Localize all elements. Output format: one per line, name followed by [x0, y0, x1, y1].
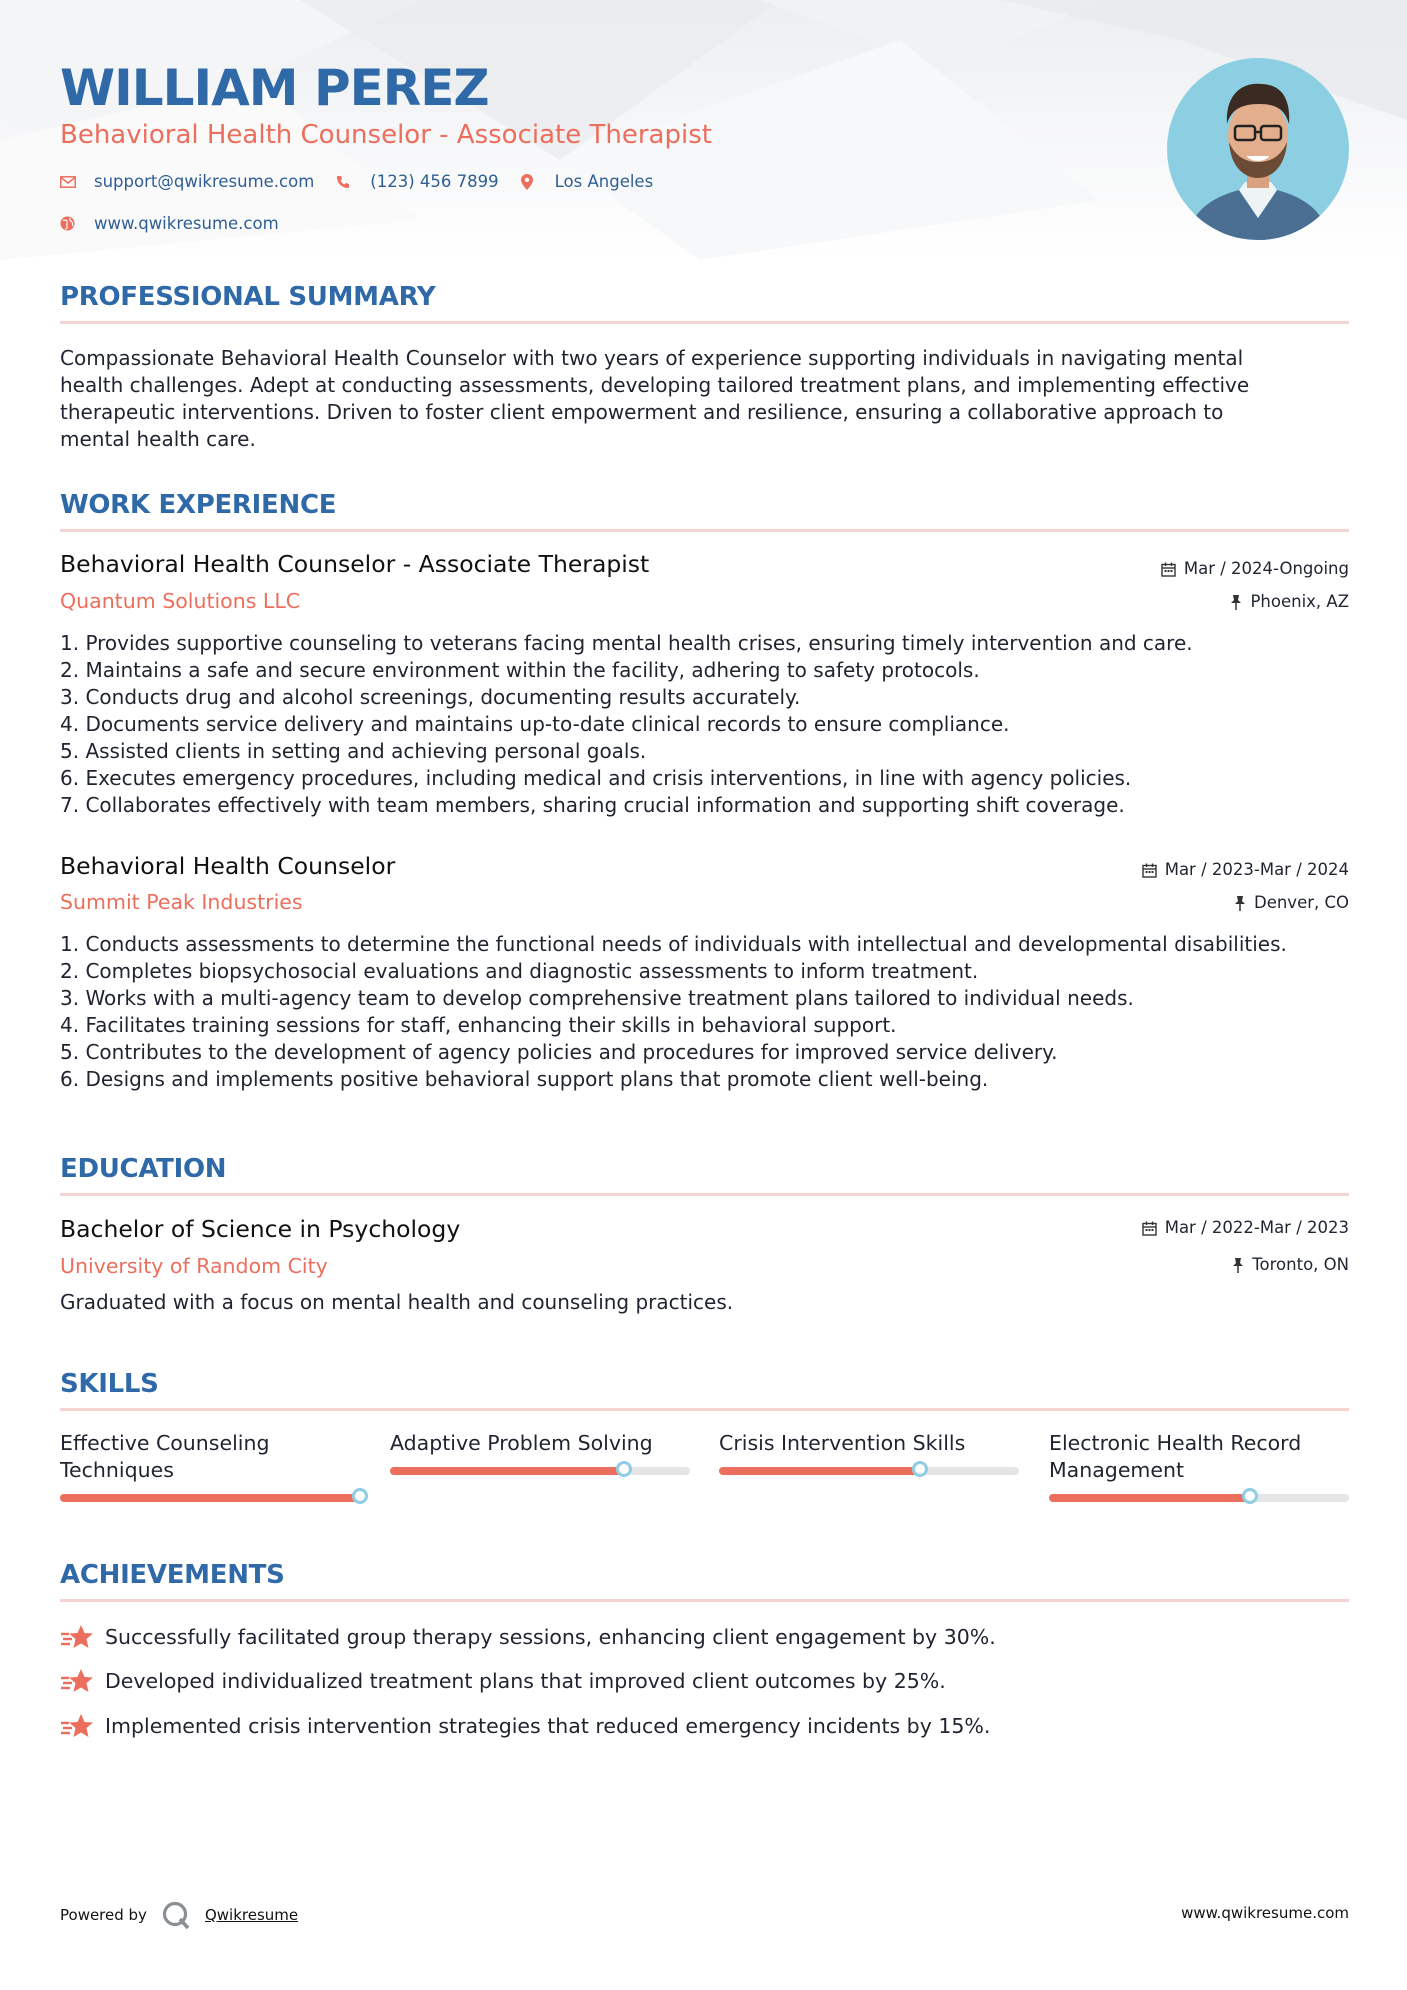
contact-phone: (123) 456 7899 — [370, 172, 499, 191]
candidate-name: WILLIAM PEREZ — [60, 59, 489, 117]
education-note: Graduated with a focus on mental health and counseling practices. — [60, 1290, 734, 1314]
contact-row — [60, 172, 675, 191]
education-dates-text: Mar / 2022-Mar / 2023 — [1164, 1218, 1349, 1237]
job-title: Behavioral Health Counselor - Associate Therapist — [60, 550, 650, 578]
contact-location: Los Angeles — [554, 172, 654, 191]
contact-email[interactable]: support@qwikresume.com — [94, 172, 315, 191]
summary-heading: PROFESSIONAL SUMMARY — [60, 282, 436, 312]
achievement-item — [60, 1667, 946, 1695]
skill-label-line: Electronic Health Record — [1049, 1431, 1302, 1455]
list-item: 1. Conducts assessments to determine the functional needs of individuals with intellectual and developmental disabilities. — [60, 932, 1287, 956]
calendar-icon — [1142, 863, 1157, 878]
job-duties — [60, 630, 1360, 819]
shooting-star-icon — [60, 1624, 105, 1650]
skill-bar-fill — [390, 1467, 624, 1475]
list-item: 1. Provides supportive counseling to veterans facing mental health crises, ensuring timely intervention and care. — [60, 631, 1193, 655]
list-item: 4. Documents service delivery and maintains up-to-date clinical records to ensure compliance. — [60, 712, 1010, 736]
skill-label — [60, 1430, 360, 1484]
list-item: 6. Executes emergency procedures, including medical and crisis interventions, in line with agency policies. — [60, 766, 1132, 790]
skill-bar-knob — [912, 1461, 928, 1477]
education-divider — [60, 1193, 1349, 1196]
job-location — [1234, 891, 1349, 915]
achievements-divider — [60, 1599, 1349, 1602]
calendar-icon — [1161, 562, 1176, 577]
achievement-text: Developed individualized treatment plans that improved client outcomes by 25%. — [105, 1669, 946, 1693]
contact-website[interactable]: www.qwikresume.com — [94, 214, 279, 233]
achievements-heading: ACHIEVEMENTS — [60, 1560, 285, 1590]
globe-icon — [60, 216, 94, 231]
skills-heading: SKILLS — [60, 1369, 159, 1399]
list-item: 4. Facilitates training sessions for staff, enhancing their skills in behavioral support. — [60, 1013, 897, 1037]
summary-line: therapeutic interventions. Driven to foster client empowerment and resilience, ensuring a collaborative approach to — [60, 400, 1224, 424]
powered-by-label: Powered by — [60, 1906, 147, 1924]
map-pin-icon — [521, 174, 555, 190]
skill-bar-knob — [352, 1488, 368, 1504]
experience-divider — [60, 529, 1349, 532]
job-title: Behavioral Health Counselor — [60, 852, 396, 880]
education-heading: EDUCATION — [60, 1154, 227, 1184]
list-item: 6. Designs and implements positive behavioral support plans that promote client well-being. — [60, 1067, 989, 1091]
skill-bar-fill — [1049, 1494, 1250, 1502]
list-item: 3. Works with a multi-agency team to develop comprehensive treatment plans tailored to individual needs. — [60, 986, 1134, 1010]
summary-text — [60, 345, 1350, 453]
skill-label — [390, 1430, 690, 1457]
job-company: Summit Peak Industries — [60, 890, 303, 914]
job-location-text: Denver, CO — [1253, 893, 1349, 912]
skill-bar — [60, 1494, 360, 1502]
skill-label-line: Management — [1049, 1458, 1185, 1482]
skill-label — [1049, 1430, 1349, 1484]
achievement-text: Successfully facilitated group therapy sessions, enhancing client engagement by 30%. — [105, 1625, 996, 1649]
skill-label — [719, 1430, 1019, 1457]
shooting-star-icon — [60, 1713, 105, 1739]
skill-item — [60, 1430, 360, 1502]
job-location — [1230, 590, 1349, 614]
skill-bar-knob — [1242, 1488, 1258, 1504]
envelope-icon — [60, 176, 94, 188]
list-item: 5. Assisted clients in setting and achieving personal goals. — [60, 739, 647, 763]
footer-website[interactable]: www.qwikresume.com — [1181, 1904, 1349, 1922]
job-dates-text: Mar / 2023-Mar / 2024 — [1164, 860, 1349, 879]
skills-divider — [60, 1408, 1349, 1411]
achievement-item — [60, 1712, 990, 1740]
education-location — [1232, 1253, 1349, 1277]
pushpin-icon — [1230, 595, 1242, 610]
list-item: 2. Completes biopsychosocial evaluations and diagnostic assessments to inform treatment. — [60, 959, 979, 983]
profile-photo — [1167, 58, 1349, 240]
list-item: 3. Conducts drug and alcohol screenings, documenting results accurately. — [60, 685, 801, 709]
summary-line: health challenges. Adept at conducting assessments, developing tailored treatment plans, and implementing effective — [60, 373, 1250, 397]
skill-item — [719, 1430, 1019, 1475]
qwikresume-logo-icon — [161, 1900, 191, 1930]
skill-item — [1049, 1430, 1349, 1502]
skill-bar — [390, 1467, 690, 1475]
education-location-text: Toronto, ON — [1252, 1255, 1349, 1274]
summary-divider — [60, 321, 1349, 324]
achievement-text: Implemented crisis intervention strategies that reduced emergency incidents by 15%. — [105, 1714, 991, 1738]
pushpin-icon — [1234, 896, 1246, 911]
achievement-item — [60, 1623, 996, 1651]
education-dates — [1142, 1216, 1349, 1240]
experience-heading: WORK EXPERIENCE — [60, 490, 337, 520]
skill-bar — [1049, 1494, 1349, 1502]
job-dates-text: Mar / 2024-Ongoing — [1183, 559, 1349, 578]
job-company: Quantum Solutions LLC — [60, 589, 301, 613]
summary-line: mental health care. — [60, 427, 256, 451]
skill-bar — [719, 1467, 1019, 1475]
list-item: 7. Collaborates effectively with team members, sharing crucial information and supporting shift coverage. — [60, 793, 1125, 817]
list-item: 5. Contributes to the development of agency policies and procedures for improved service delivery. — [60, 1040, 1058, 1064]
calendar-icon — [1142, 1221, 1157, 1236]
pushpin-icon — [1232, 1258, 1244, 1273]
candidate-title: Behavioral Health Counselor - Associate Therapist — [60, 120, 712, 150]
job-duties — [60, 931, 1360, 1093]
skill-bar-fill — [719, 1467, 920, 1475]
shooting-star-icon — [60, 1668, 105, 1694]
list-item: 2. Maintains a safe and secure environment within the facility, adhering to safety protocols. — [60, 658, 980, 682]
footer-powered-by — [60, 1900, 298, 1930]
summary-line: Compassionate Behavioral Health Counselor with two years of experience supporting individuals in navigating mental — [60, 346, 1244, 370]
school-name: University of Random City — [60, 1254, 328, 1278]
skill-label-line: Adaptive Problem Solving — [390, 1431, 653, 1455]
phone-icon — [336, 175, 370, 189]
skill-bar-knob — [616, 1461, 632, 1477]
qwikresume-link[interactable]: Qwikresume — [204, 1906, 299, 1924]
skill-label-line: Effective Counseling — [60, 1431, 270, 1455]
website-row — [60, 214, 301, 233]
skill-label-line: Techniques — [60, 1458, 174, 1482]
job-dates — [1142, 858, 1349, 882]
job-dates — [1161, 557, 1349, 581]
skill-label-line: Crisis Intervention Skills — [719, 1431, 966, 1455]
job-location-text: Phoenix, AZ — [1250, 592, 1349, 611]
degree-title: Bachelor of Science in Psychology — [60, 1215, 461, 1243]
skill-item — [390, 1430, 690, 1475]
skill-bar-fill — [60, 1494, 360, 1502]
